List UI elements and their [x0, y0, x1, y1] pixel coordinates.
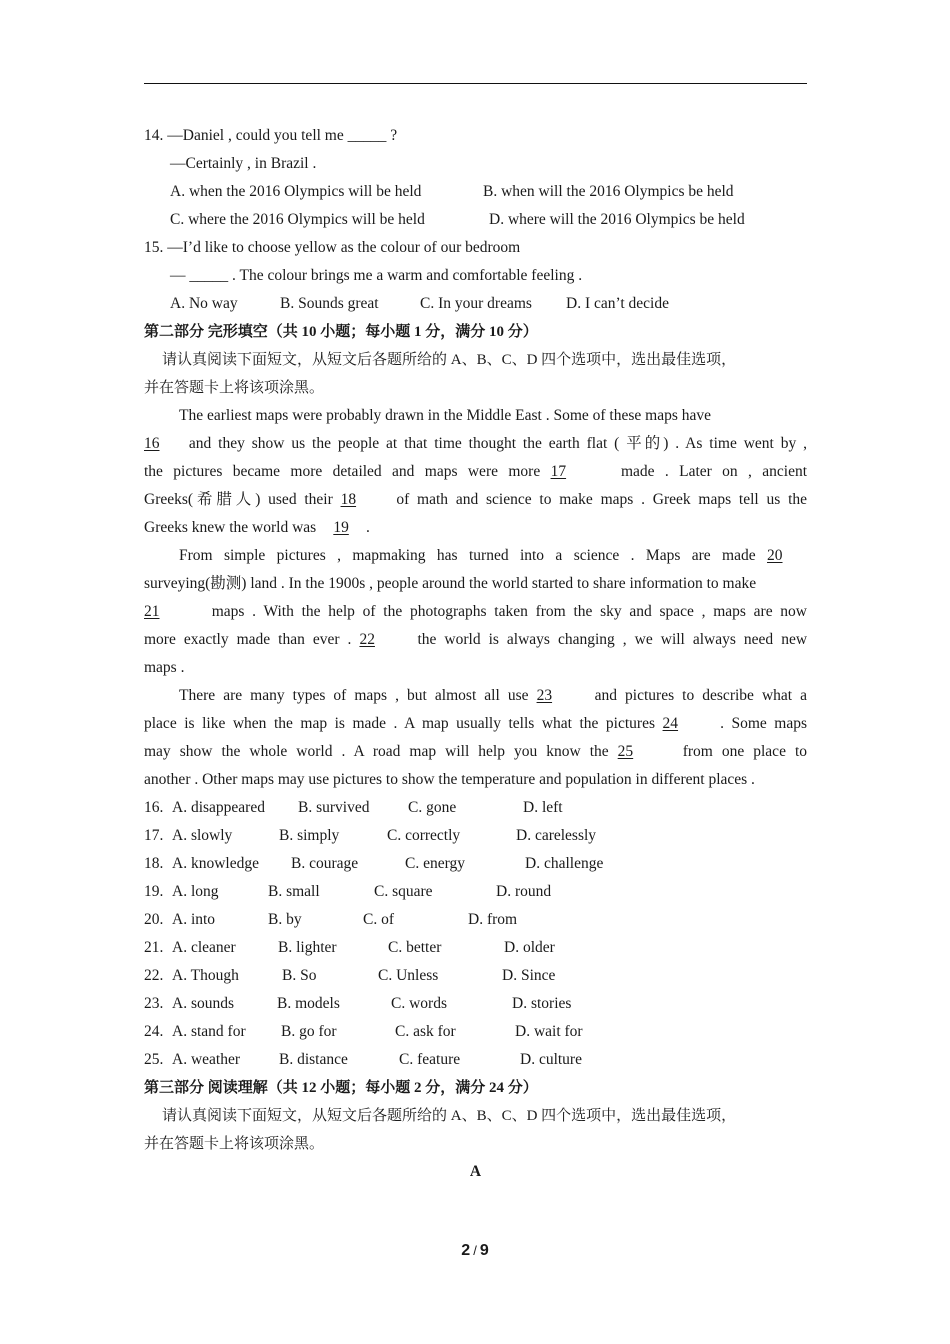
option-b: B. So — [282, 967, 317, 984]
section-a-title: A — [469, 1163, 482, 1180]
part3-instruction-2: 并在答题卡上将该项涂黑。 — [144, 1136, 325, 1152]
passage-text: maps . With the help of the photographs taken from the sky and space , maps are now — [211, 603, 807, 620]
option-a: A. slowly — [172, 827, 233, 844]
passage-text: From simple pictures , mapmaking has turned into a science . Maps are made — [179, 547, 756, 564]
passage-text: made . Later on , ancient — [620, 463, 807, 480]
question-number: 19. — [144, 883, 164, 900]
blank-21: 21 — [144, 603, 160, 620]
question-number: 23. — [144, 995, 164, 1012]
blank-23: 23 — [536, 687, 553, 704]
part3-heading: 第三部分 阅读理解（共 12 小题；每小题 2 分，满分 24 分） — [144, 1080, 538, 1096]
option-b: B. by — [268, 911, 302, 928]
total-pages: 9 — [479, 1242, 489, 1259]
option-c: C. square — [374, 883, 433, 900]
header-rule — [144, 83, 807, 84]
options-row-23 — [144, 990, 807, 1018]
q14-stem: 14. —Daniel , could you tell me _____ ? — [144, 127, 398, 144]
options-row-17 — [144, 822, 807, 850]
option-d: D. wait for — [515, 1023, 583, 1040]
option-d: D. left — [523, 799, 563, 816]
passage-p3-line3 — [144, 738, 807, 766]
option-a: A. into — [172, 911, 216, 928]
blank-25: 25 — [617, 743, 634, 760]
options-row-19 — [144, 878, 807, 906]
option-b: B. courage — [291, 855, 359, 872]
passage-text: . — [365, 519, 370, 536]
passage-p2-line1 — [144, 542, 807, 570]
current-page: 2 — [461, 1242, 471, 1259]
question-number: 24. — [144, 1023, 164, 1040]
blank-18: 18 — [340, 491, 357, 508]
option-a: A. stand for — [172, 1023, 246, 1040]
option-d: D. culture — [520, 1051, 582, 1068]
passage-p3-line2 — [144, 710, 807, 738]
q15-option-d: D. I can’t decide — [566, 295, 669, 312]
blank-16: 16 — [144, 435, 160, 452]
option-a: A. Though — [172, 967, 239, 984]
page-separator: / — [473, 1243, 477, 1258]
part2-instruction-1: 请认真阅读下面短文，从短文后各题所给的 A、B、C、D 四个选项中，选出最佳选项， — [162, 352, 737, 368]
options-row-18 — [144, 850, 807, 878]
blank-24: 24 — [662, 715, 679, 732]
passage-p1-line4 — [144, 486, 807, 514]
passage-p3-line4: another . Other maps may use pictures to show the temperature and population in different places . — [144, 771, 755, 788]
blank-17: 17 — [550, 463, 567, 480]
option-a: A. weather — [172, 1051, 240, 1068]
option-a: A. long — [172, 883, 219, 900]
option-b: B. simply — [279, 827, 340, 844]
q14-options-ab — [144, 178, 807, 206]
passage-p1-line1: The earliest maps were probably drawn in the Middle East . Some of these maps have — [179, 407, 712, 424]
q15-option-b: B. Sounds great — [280, 295, 379, 312]
part3-instruction-1: 请认真阅读下面短文，从短文后各题所给的 A、B、C、D 四个选项中，选出最佳选项， — [162, 1108, 737, 1124]
option-b: B. survived — [298, 799, 370, 816]
options-row-20 — [144, 906, 807, 934]
option-b: B. distance — [279, 1051, 348, 1068]
question-number: 17. — [144, 827, 164, 844]
option-d: D. from — [468, 911, 518, 928]
passage-p1-line5 — [144, 514, 807, 542]
passage-text: and they show us the people at that time thought the earth flat ( 平的) . As time went by , — [188, 435, 807, 452]
option-d: D. older — [504, 939, 555, 956]
q14-option-c: C. where the 2016 Olympics will be held — [170, 211, 425, 228]
passage-p1-line2 — [144, 430, 807, 458]
question-number: 20. — [144, 911, 164, 928]
passage-text: . Some maps — [720, 715, 807, 732]
passage-text: place is like when the map is made . A map usually tells what the pictures — [144, 715, 656, 732]
question-number: 16. — [144, 799, 164, 816]
blank-22: 22 — [359, 631, 375, 648]
q15-option-c: C. In your dreams — [420, 295, 532, 312]
option-c: C. words — [391, 995, 447, 1012]
q14-option-b: B. when will the 2016 Olympics be held — [483, 183, 734, 200]
option-c: C. better — [388, 939, 442, 956]
option-b: B. models — [277, 995, 340, 1012]
question-number: 22. — [144, 967, 164, 984]
option-a: A. sounds — [172, 995, 235, 1012]
option-c: C. gone — [408, 799, 457, 816]
passage-text: the pictures became more detailed and maps were more — [144, 463, 541, 480]
question-number: 18. — [144, 855, 164, 872]
passage-p1-line3 — [144, 458, 807, 486]
page-content — [144, 122, 807, 1186]
passage-p2-line2: surveying(勘测) land . In the 1900s , people around the world started to share information to make — [144, 575, 757, 592]
page-number — [0, 1242, 950, 1260]
option-c: C. correctly — [387, 827, 461, 844]
question-number: 21. — [144, 939, 164, 956]
options-row-24 — [144, 1018, 807, 1046]
passage-text: of math and science to make maps . Greek maps tell us the — [396, 491, 807, 508]
q14-option-a: A. when the 2016 Olympics will be held — [170, 183, 422, 200]
passage-text: and pictures to describe what a — [594, 687, 807, 704]
option-d: D. challenge — [525, 855, 604, 872]
q14-response: —Certainly , in Brazil . — [170, 155, 317, 172]
passage-text: the world is always changing , we will always need new — [417, 631, 807, 648]
option-a: A. knowledge — [172, 855, 259, 872]
passage-p2-line3 — [144, 598, 807, 626]
options-row-21 — [144, 934, 807, 962]
passage-text: may show the whole world . A road map will help you know the — [144, 743, 609, 760]
option-c: C. Unless — [378, 967, 439, 984]
passage-p2-line5: maps . — [144, 659, 185, 676]
passage-p2-line4 — [144, 626, 807, 654]
blank-19: 19 — [333, 519, 349, 536]
option-b: B. small — [268, 883, 320, 900]
passage-p3-line1 — [144, 682, 807, 710]
option-c: C. energy — [405, 855, 465, 872]
part2-heading: 第二部分 完形填空（共 10 小题；每小题 1 分，满分 10 分） — [144, 324, 538, 340]
option-a: A. cleaner — [172, 939, 236, 956]
passage-text: There are many types of maps , but almost all use — [179, 687, 529, 704]
option-d: D. carelessly — [516, 827, 597, 844]
passage-text: Greeks(希腊人) used their — [144, 491, 333, 508]
q15-options — [144, 290, 807, 318]
option-d: D. Since — [502, 967, 556, 984]
q14-option-d: D. where will the 2016 Olympics be held — [489, 211, 745, 228]
option-d: D. stories — [512, 995, 572, 1012]
question-number: 25. — [144, 1051, 164, 1068]
blank-20: 20 — [767, 547, 783, 564]
options-row-22 — [144, 962, 807, 990]
q15-response: — _____ . The colour brings me a warm and comfortable feeling . — [170, 267, 583, 284]
options-row-25 — [144, 1046, 807, 1074]
q15-stem: 15. —I’d like to choose yellow as the colour of our bedroom — [144, 239, 521, 256]
passage-text: more exactly made than ever . — [144, 631, 352, 648]
part2-instruction-2: 并在答题卡上将该项涂黑。 — [144, 380, 325, 396]
q15-option-a: A. No way — [170, 295, 238, 312]
option-c: C. feature — [399, 1051, 461, 1068]
q14-options-cd — [144, 206, 807, 234]
passage-text: Greeks knew the world was — [144, 519, 317, 536]
options-row-16 — [144, 794, 807, 822]
option-b: B. go for — [281, 1023, 337, 1040]
option-c: C. of — [363, 911, 394, 928]
option-a: A. disappeared — [172, 799, 265, 816]
option-b: B. lighter — [278, 939, 337, 956]
option-c: C. ask for — [395, 1023, 456, 1040]
passage-text: from one place to — [682, 743, 807, 760]
option-d: D. round — [496, 883, 552, 900]
